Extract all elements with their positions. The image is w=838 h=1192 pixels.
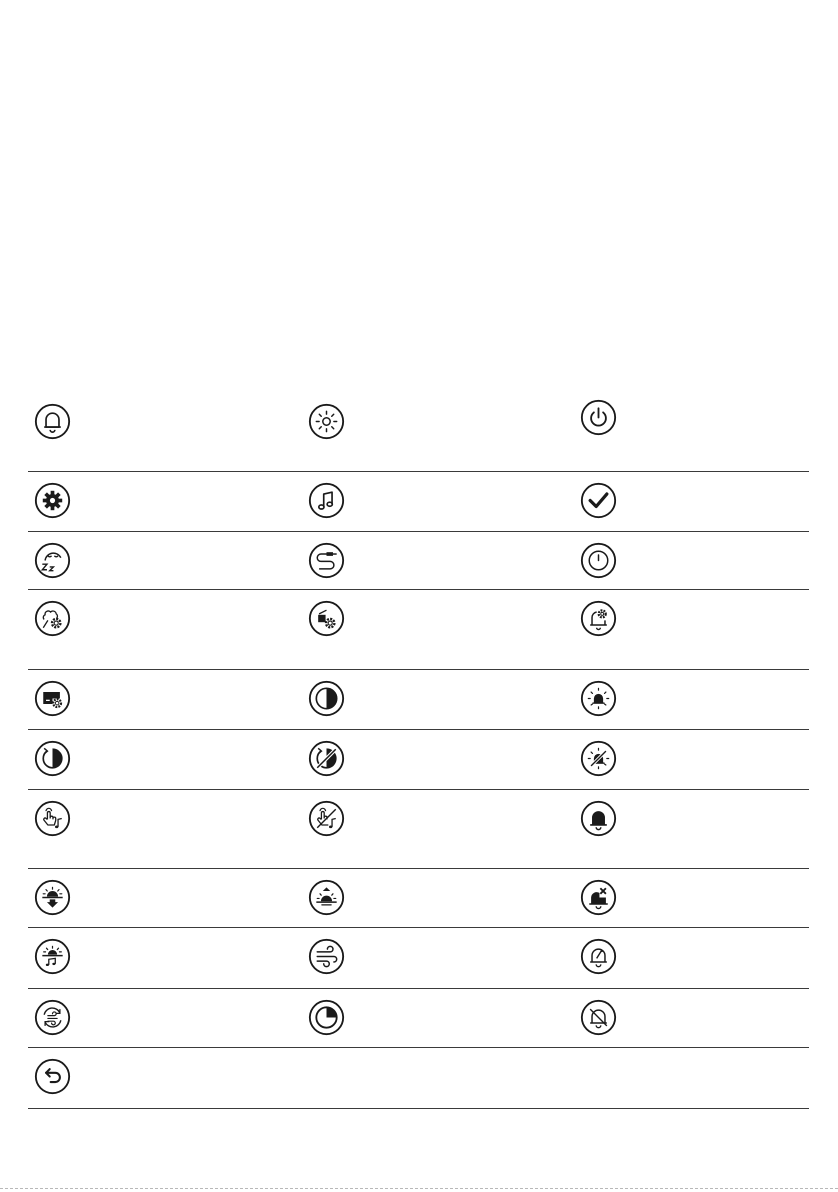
page-edge-divider (0, 1188, 838, 1189)
table-row (28, 730, 809, 790)
table-row (28, 532, 809, 590)
table-cell (28, 1048, 302, 1108)
timer-icon (308, 999, 345, 1036)
table-row (28, 1048, 809, 1109)
table-cell (28, 730, 302, 789)
aux-cable-icon (308, 542, 345, 579)
sunrise-sound-icon (34, 938, 71, 975)
alarm-bell-filled-icon (580, 800, 617, 837)
auto-dim-off-icon (308, 740, 345, 777)
table-cell (302, 532, 574, 589)
table-cell (574, 1048, 809, 1108)
table-cell (28, 670, 302, 729)
sleep-settings-icon (34, 600, 71, 637)
table-row (28, 472, 809, 532)
table-cell (302, 670, 574, 729)
table-cell (574, 670, 809, 729)
table-cell (28, 532, 302, 589)
table-cell (574, 472, 809, 531)
radio-settings-icon (308, 600, 345, 637)
table-row (28, 928, 809, 989)
table-cell (28, 989, 302, 1047)
table-cell (28, 790, 302, 868)
table-row (28, 670, 809, 730)
power-icon (580, 399, 617, 436)
table-cell (28, 869, 302, 927)
sunrise-icon (308, 879, 345, 916)
alarm-dismiss-icon (580, 879, 617, 916)
alarm-settings-icon (580, 600, 617, 637)
alarm-light-icon (580, 680, 617, 717)
sleep-icon (34, 542, 71, 579)
table-cell (302, 989, 574, 1047)
table-cell (302, 472, 574, 531)
table-row (28, 989, 809, 1048)
alarm-light-off-icon (580, 740, 617, 777)
table-row (28, 790, 809, 869)
table-row (28, 590, 809, 670)
bell-icon (34, 403, 71, 440)
auto-contrast-icon (34, 740, 71, 777)
table-cell (574, 730, 809, 789)
table-cell (28, 390, 302, 471)
table-cell (302, 869, 574, 927)
table-cell (574, 590, 809, 669)
music-note-icon (308, 482, 345, 519)
table-cell (574, 390, 809, 471)
gear-icon (34, 482, 71, 519)
table-cell (302, 928, 574, 988)
checkmark-icon (580, 482, 617, 519)
wind-icon (308, 938, 345, 975)
table-cell (574, 869, 809, 927)
back-icon (34, 1058, 71, 1095)
table-cell (28, 472, 302, 531)
contrast-icon (308, 680, 345, 717)
table-cell (28, 928, 302, 988)
table-cell (28, 590, 302, 669)
touch-sound-icon (34, 800, 71, 837)
display-settings-icon (34, 680, 71, 717)
table-cell (302, 590, 574, 669)
table-row (28, 390, 809, 472)
table-cell (574, 532, 809, 589)
clock-icon (580, 542, 617, 579)
table-row (28, 869, 809, 928)
table-cell (574, 928, 809, 988)
alarm-off-icon (580, 999, 617, 1036)
table-cell (574, 790, 809, 868)
sunset-icon (34, 879, 71, 916)
table-cell (574, 989, 809, 1047)
table-cell (302, 790, 574, 868)
brightness-icon (308, 403, 345, 440)
alarm-snooze-icon (580, 938, 617, 975)
table-cell (302, 390, 574, 471)
touch-sound-off-icon (308, 800, 345, 837)
table-cell (302, 730, 574, 789)
table-cell (302, 1048, 574, 1108)
wind-cycle-icon (34, 999, 71, 1036)
icon-table (28, 390, 809, 1109)
